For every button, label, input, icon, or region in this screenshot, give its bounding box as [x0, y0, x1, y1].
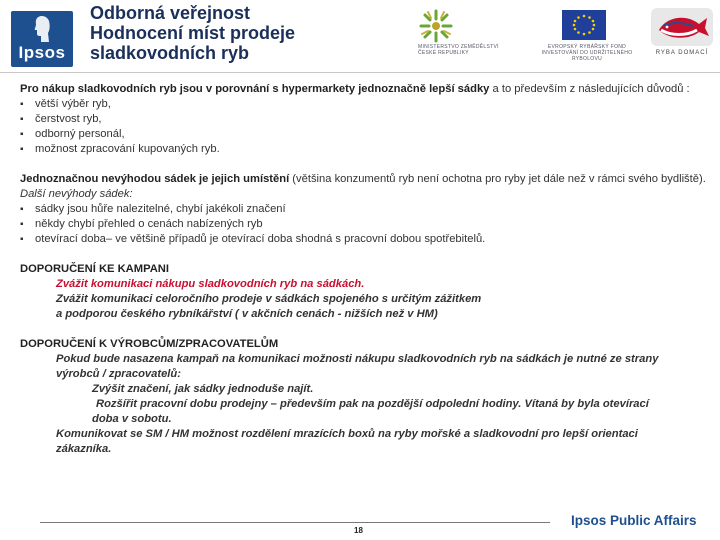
- ipsos-logo: [11, 11, 73, 67]
- section3-line: Zvážit komunikaci nákupu sladkovodních ryb na sádkách.: [56, 278, 365, 290]
- section4-line: doba v sobotu.: [92, 413, 172, 425]
- section4-line: Rozšířit pracovní dobu prodejny – především pak na pozdější odpolední hodiny. Vítaná by byla otevírací: [96, 398, 649, 410]
- ipsos-logo-text: Ipsos: [18, 43, 66, 62]
- footer-brand: Ipsos Public Affairs: [571, 513, 697, 528]
- list-item: ▪ větší výběr ryb,: [20, 97, 710, 112]
- fish-logo: [649, 8, 715, 60]
- fish-icon: [651, 8, 713, 46]
- section1-intro-rest: a to především z následujících důvodů :: [492, 83, 690, 95]
- section2-intro: [20, 172, 710, 187]
- list-item: ▪ odborný personál,: [20, 127, 710, 142]
- title-line: Hodnocení míst prodeje: [90, 23, 296, 43]
- list-item: ▪ čerstvost ryb,: [20, 112, 710, 127]
- section1-intro-bold: Pro nákup sladkovodních ryb jsou v porovnání s hypermarkety jednoznačně lepší sádky: [20, 83, 490, 95]
- section3-heading: DOPORUČENÍ KE KAMPANI: [20, 263, 169, 275]
- section4-heading: DOPORUČENÍ K VÝROBCŮM/ZPRACOVATELŮM: [20, 338, 279, 350]
- page-number: 18: [354, 526, 363, 535]
- ministry-emblem-icon: [418, 8, 454, 44]
- section4-line: zákazníka.: [56, 443, 112, 455]
- title-line: Odborná veřejnost: [90, 3, 251, 23]
- header-divider: [0, 72, 720, 73]
- list-item: ▪ sádky jsou hůře nalezitelné, chybí jakékoli značení: [20, 202, 710, 217]
- ministry-caption: MINISTERSTVO ZEMĚDĚLSTVÍ ČESKÉ REPUBLIKY: [418, 44, 499, 56]
- title-line: sladkovodních ryb: [90, 43, 250, 63]
- section4-line: výrobců / zpracovatelů:: [56, 368, 181, 380]
- ministry-logo: [418, 8, 528, 62]
- section2-intro-bold: Jednoznačnou nevýhodou sádek je jejich umístění: [20, 173, 290, 185]
- list-item: ▪ otevírací doba– ve většině případů je otevírací doba shodná s pracovní dobou spotřebitelů.: [20, 232, 710, 247]
- list-item: ▪ někdy chybí přehled o cenách nabízených ryb: [20, 217, 710, 232]
- eu-flag-icon: [562, 10, 606, 40]
- page-title: [90, 3, 295, 63]
- section1-intro: [20, 82, 710, 97]
- eu-caption: EVROPSKÝ RYBÁŘSKÝ FOND INVESTOVÁNÍ DO UDRŽITELNÉHO RYBOLOVU: [541, 44, 633, 62]
- section2-intro-rest: (většina konzumentů ryb není ochotna pro ryby jet dále než v rámci svého bydliště).: [292, 173, 706, 185]
- eu-logo: [532, 8, 642, 66]
- section4-line: Pokud bude nasazena kampaň na komunikaci možnosti nákupu sladkovodních ryb na sádkách je nutné ze strany: [56, 353, 659, 365]
- footer-divider: [40, 522, 550, 523]
- section3-line: a podporou českého rybníkářství ( v akčních cenách - nižších než v HM): [56, 308, 438, 320]
- section4-line: Komunikovat se SM / HM možnost rozdělení mrazících boxů na ryby mořské a sladkovodní pro lepší orientaci: [56, 428, 638, 440]
- section3-line: Zvážit komunikaci celoročního prodeje v sádkách spojeného s určitým zážitkem: [56, 293, 482, 305]
- main-content: [20, 82, 710, 457]
- list-item: ▪ možnost zpracování kupovaných ryb.: [20, 142, 710, 157]
- section2-subheading: Další nevýhody sádek:: [20, 188, 133, 200]
- section4-line: Zvýšit značení, jak sádky jednoduše najít.: [92, 383, 314, 395]
- fish-caption: RYBA DOMACÍ: [655, 50, 709, 56]
- ipsos-head-icon: [33, 15, 51, 43]
